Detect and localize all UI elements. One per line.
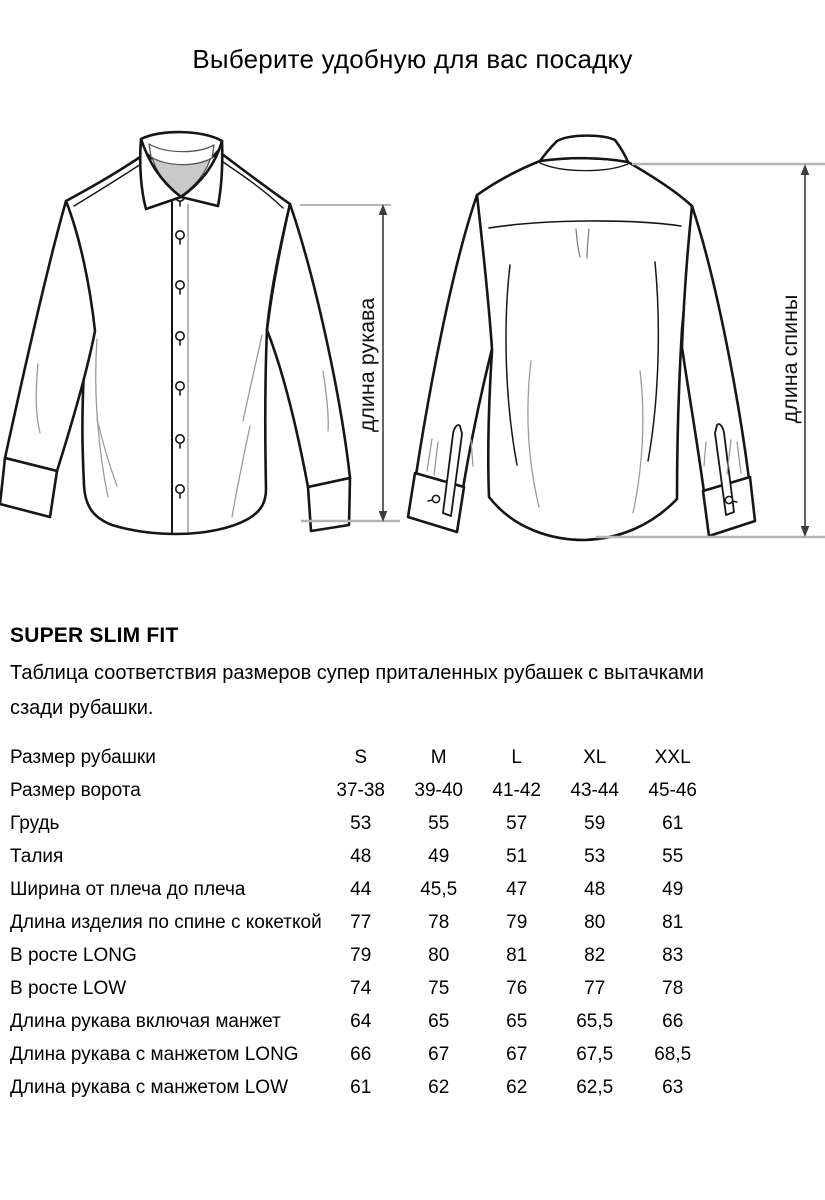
value-cell: 55 <box>662 845 684 867</box>
row-label: Ширина от плеча до плеча <box>10 878 246 900</box>
value-cell: 65 <box>506 1010 528 1032</box>
back-torso <box>477 158 692 540</box>
value-cell: 67 <box>428 1043 450 1065</box>
col-header-xxl: XXL <box>654 746 691 768</box>
value-cell: 78 <box>662 977 684 999</box>
value-cell: 74 <box>350 977 372 999</box>
fit-description-line2: сзади рубашки. <box>10 697 154 719</box>
fit-description <box>10 656 815 726</box>
table-row <box>10 939 712 972</box>
shirt-drawings <box>0 109 825 579</box>
front-collar-top-edge <box>141 132 222 141</box>
value-cell: 39-40 <box>414 779 464 801</box>
table-header-row <box>10 741 712 774</box>
value-cell: 48 <box>584 878 606 900</box>
value-cell: 79 <box>506 911 528 933</box>
fit-heading: SUPER SLIM FIT <box>10 624 179 647</box>
size-chart-section <box>0 623 825 1104</box>
value-cell: 57 <box>506 812 528 834</box>
value-cell: 81 <box>662 911 684 933</box>
row-label: Талия <box>10 845 64 867</box>
back-right-sleeve <box>682 206 749 492</box>
value-cell: 41-42 <box>492 779 542 801</box>
front-right-cuff <box>308 478 350 531</box>
value-cell: 80 <box>428 944 450 966</box>
value-cell: 68,5 <box>654 1043 692 1065</box>
value-cell: 77 <box>584 977 606 999</box>
value-cell: 75 <box>428 977 450 999</box>
back-collar-band <box>540 136 628 162</box>
value-cell: 80 <box>584 911 606 933</box>
row-label: Грудь <box>10 812 60 834</box>
value-cell: 47 <box>506 878 528 900</box>
table-row <box>10 1071 712 1104</box>
col-header-s: S <box>354 746 368 768</box>
value-cell: 45-46 <box>648 779 698 801</box>
col-header-m: M <box>430 746 447 768</box>
table-row <box>10 807 712 840</box>
value-cell: 53 <box>584 845 606 867</box>
back-shirt-drawing <box>408 136 755 540</box>
front-torso <box>66 151 290 534</box>
row-label: Размер ворота <box>10 779 141 801</box>
value-cell: 62 <box>506 1076 528 1098</box>
row-label: Длина изделия по спине с кокеткой <box>10 911 322 933</box>
value-cell: 77 <box>350 911 372 933</box>
value-cell: 63 <box>662 1076 684 1098</box>
value-cell: 78 <box>428 911 450 933</box>
value-cell: 62 <box>428 1076 450 1098</box>
value-cell: 79 <box>350 944 372 966</box>
back-arrowhead-top <box>801 164 810 175</box>
value-cell: 67 <box>506 1043 528 1065</box>
table-row <box>10 1005 712 1038</box>
back-arrowhead-bottom <box>801 526 810 537</box>
value-cell: 37-38 <box>336 779 386 801</box>
value-cell: 82 <box>584 944 606 966</box>
value-cell: 67,5 <box>576 1043 614 1065</box>
table-row <box>10 873 712 906</box>
row-label: Размер рубашки <box>10 746 156 768</box>
value-cell: 83 <box>662 944 684 966</box>
back-length-label: длина спины <box>778 294 802 424</box>
row-label: Длина рукава с манжетом LOW <box>10 1076 289 1098</box>
sleeve-length-label: длина рукава <box>355 297 379 433</box>
value-cell: 66 <box>350 1043 372 1065</box>
size-table <box>10 741 712 1104</box>
value-cell: 76 <box>506 977 528 999</box>
value-cell: 65 <box>428 1010 450 1032</box>
value-cell: 44 <box>350 878 372 900</box>
value-cell: 51 <box>506 845 528 867</box>
value-cell: 55 <box>428 812 450 834</box>
value-cell: 81 <box>506 944 528 966</box>
row-label: Длина рукава с манжетом LONG <box>10 1043 299 1065</box>
row-label: В росте LOW <box>10 977 127 999</box>
value-cell: 65,5 <box>576 1010 614 1032</box>
value-cell: 48 <box>350 845 372 867</box>
row-label: В росте LONG <box>10 944 137 966</box>
row-label: Длина рукава включая манжет <box>10 1010 281 1032</box>
table-row <box>10 906 712 939</box>
front-collar <box>140 132 222 209</box>
table-row <box>10 1038 712 1071</box>
front-shirt-drawing <box>0 132 350 534</box>
value-cell: 59 <box>584 812 606 834</box>
value-cell: 66 <box>662 1010 684 1032</box>
col-header-l: L <box>511 746 522 768</box>
page-title: Выберите удобную для вас посадку <box>192 44 633 74</box>
value-cell: 49 <box>662 878 684 900</box>
fit-description-line1: Таблица соответствия размеров супер приталенных рубашек с вытачками <box>10 662 704 684</box>
table-row <box>10 840 712 873</box>
table-row <box>10 774 712 807</box>
value-cell: 49 <box>428 845 450 867</box>
value-cell: 45,5 <box>420 878 458 900</box>
value-cell: 61 <box>350 1076 372 1098</box>
value-cell: 62,5 <box>576 1076 614 1098</box>
value-cell: 64 <box>350 1010 372 1032</box>
table-row <box>10 972 712 1005</box>
col-header-xl: XL <box>583 746 607 768</box>
value-cell: 53 <box>350 812 372 834</box>
value-cell: 43-44 <box>570 779 620 801</box>
value-cell: 61 <box>662 812 684 834</box>
